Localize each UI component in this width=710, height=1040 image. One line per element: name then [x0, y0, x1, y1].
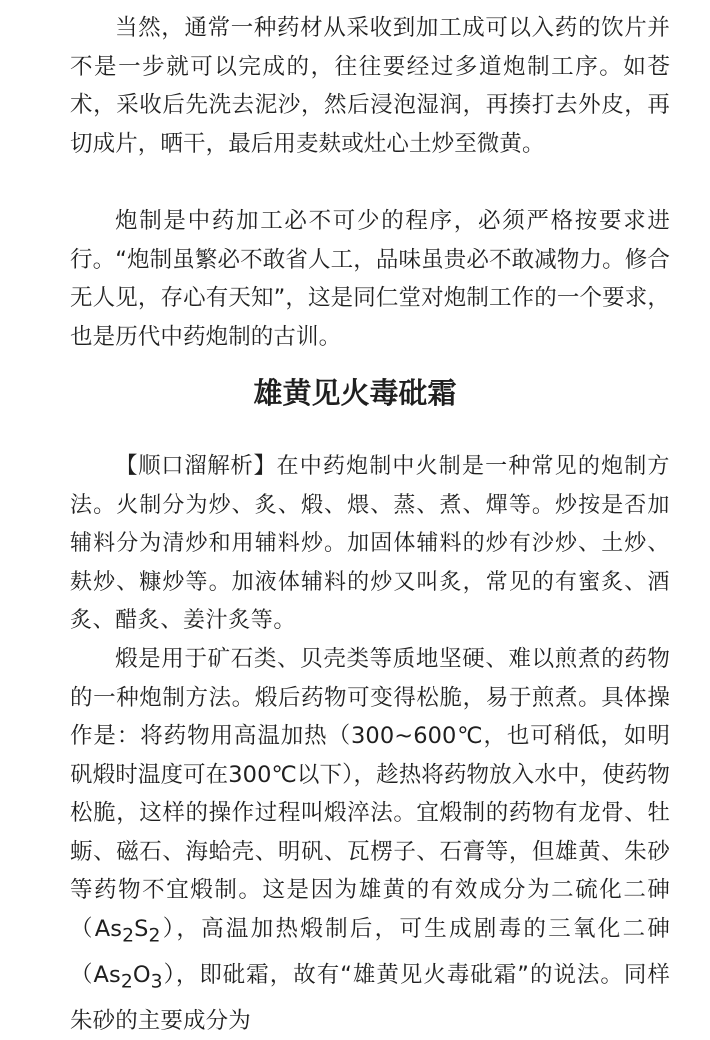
formula-as2s2: $As_2S_2$ [94, 915, 161, 946]
paragraph-rhyme-analysis [70, 447, 670, 641]
calcination-text-a: 煅是用于矿石类、贝壳类等质地坚硬、难以煎煮的药物的一种炮制方法。煅后药物可变得松脆，易于煎煮。具体操作是：将药物用高温加热（300~600℃，也可稍低，如明矾煅时温度可在300℃以下），趁热将药物放入水中，使药物松脆，这样的操作过程叫煅淬法。宜煅制的药物有龙骨、牡蛎、磁石、海蛤壳、明矾、瓦楞子、石膏等，但雄黄、朱砂等药物不宜煅制。这是因为雄黄的有效成分为二硫化二砷（ [70, 646, 670, 942]
rhyme-analysis-text: 在中药炮制中火制是一种常见的炮制方法。火制分为炒、炙、煅、煨、蒸、煮、燀等。炒按是否加辅料分为清炒和用辅料炒。加固体辅料的炒有沙炒、土炒、麸炒、糠炒等。加液体辅料的炒又叫炙，常见的有蜜炙、酒炙、醋炙、姜汁炙等。 [70, 454, 670, 633]
paragraph-processing-rules: 炮制是中药加工必不可少的程序，必须严格按要求进行。“炮制虽繁必不敢省人工，品味虽贵必不敢减物力。修合无人见，存心有天知”，这是同仁堂对炮制工作的一个要求，也是历代中药炮制的古训。 [70, 208, 670, 350]
formula-as2o3: $As_2O_3$ [93, 961, 163, 992]
paragraph-calcination [70, 640, 670, 1040]
paragraph-processing-steps: 当然，通常一种药材从采收到加工成可以入药的饮片并不是一步就可以完成的，往往要经过多道炮制工序。如苍术，采收后先洗去泥沙，然后浸泡湿润，再揍打去外皮，再切成片，晒干，最后用麦麸或灶心土炒至微黄。 [70, 15, 670, 157]
section-heading: 雄黄见火毒砒霜 [253, 376, 457, 410]
calcination-text-b: ），高温加热煅制后，可生成剧毒的三氧化二砷（ [70, 915, 670, 988]
calcination-text-c: ），即砒霜，故有“雄黄见火毒砒霜”的说法。同样朱砂的主要成分为 [70, 961, 670, 1034]
rhyme-analysis-tag: 【顺口溜解析】 [115, 453, 277, 479]
